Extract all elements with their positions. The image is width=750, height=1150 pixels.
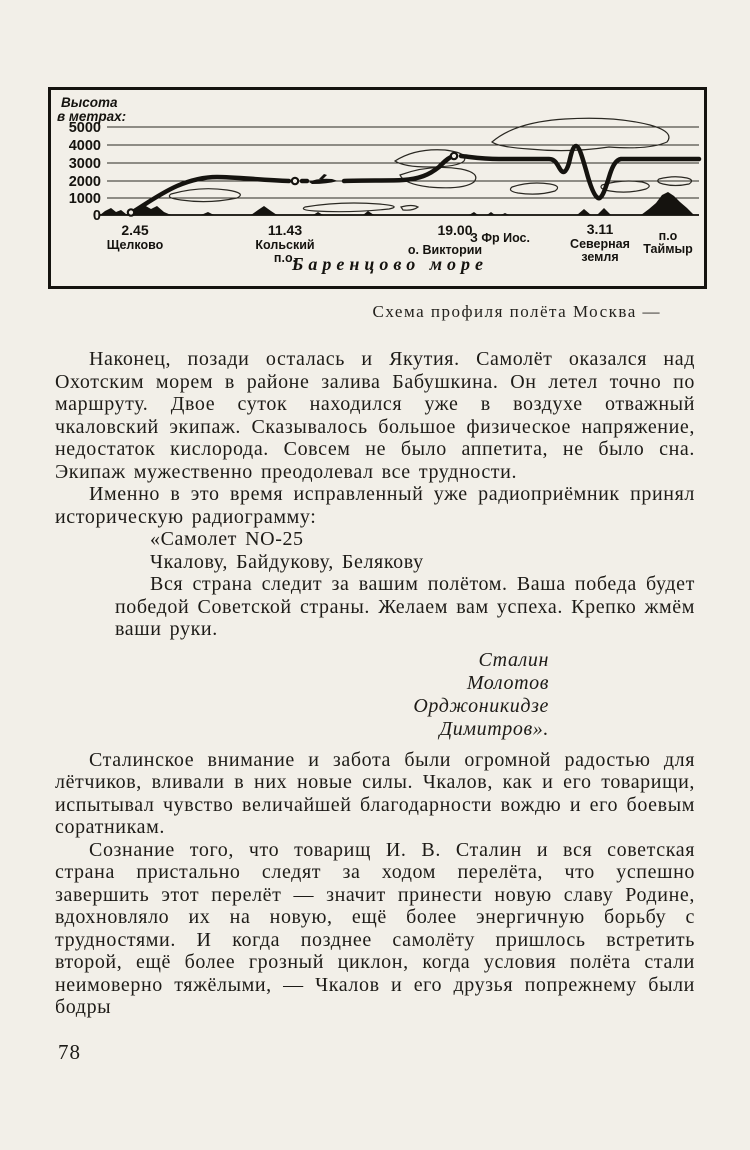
y-tick-1000: 1000 xyxy=(68,191,101,207)
place-taimyr-line2: Таймыр xyxy=(643,242,693,256)
y-tick-labels xyxy=(69,120,101,224)
place-shchelkovo: Щелково xyxy=(106,238,164,252)
paragraph-consciousness: Сознание того, что товарищ И. В. Сталин и вся советская страна пристально следят за ходом перелёта, что успешно завершить этот перелёт — значит принести новую славу Родине, вдохновляло их на новую, ещё более энергичную борьбу с трудностями. И когда позднее самолёту пришлось встретить второй, ещё более грозный циклон, когда условия полёта стали неимоверно тяжёлыми, — Чкалов и его друзья попрежнему были бодры xyxy=(55,838,695,1018)
telegram-line-plane: «Самолет NO-25 xyxy=(150,528,304,550)
y-tick-0: 0 xyxy=(92,208,101,224)
time-shchelkovo: 2.45 xyxy=(121,222,149,238)
terrain-silhouette xyxy=(100,192,694,215)
signature-stalin: Сталин xyxy=(478,648,549,671)
paragraph-stalin-attention: Сталинское внимание и забота были огромной радостью для лётчиков, вливали в них новые силы. Чкалов, как и его товарищи, испытывал чувство величайшей благодарности вождю и его боевым соратникам. xyxy=(55,748,695,838)
signature-dimitrov: Димитров». xyxy=(439,717,549,740)
flight-profile-chart xyxy=(51,90,704,286)
y-axis-title-line2: в метрах: xyxy=(57,109,127,124)
page-number: 78 xyxy=(58,1040,81,1064)
place-franz-josef: З Фр Иос. xyxy=(470,231,530,245)
paragraph-yakutia: Наконец, позади осталась и Якутия. Самолёт оказался над Охотским морем в районе залива Бабушкина. Он летел точно по маршруту. Двое суток находился уже в воздухе отважный чкаловский экипаж. Сказывалось большое физическое напряжение, недостаток кислорода. Совсем не было аппетита, не было сна. Экипаж мужественно преодолевал все трудности. xyxy=(55,348,695,483)
time-kolsky: 11.43 xyxy=(267,222,303,238)
time-victoria: 19.00 xyxy=(437,222,473,238)
signature-molotov: Молотов xyxy=(466,671,549,694)
place-taimyr-line1: п.о xyxy=(658,229,678,243)
telegram-line-addressees: Чкалову, Байдукову, Белякову xyxy=(150,550,424,573)
y-axis-title-line1: Высота xyxy=(61,95,118,110)
place-severnaya-line2: земля xyxy=(581,250,619,264)
airplane-icon xyxy=(309,174,338,184)
telegram-body: Вся страна следит за вашим полётом. Ваша победа будет победой Советской страны. Желаем вам успеха. Крепко жмём ваши руки. xyxy=(115,573,695,640)
y-tick-3000: 3000 xyxy=(68,156,101,172)
place-severnaya-line1: Северная xyxy=(570,237,630,251)
paragraph-radiogram-intro: Именно в это время исправленный уже радиоприёмник принял историческую радиограмму: xyxy=(55,483,695,528)
sea-label: Баренцово море xyxy=(291,254,489,274)
x-axis-labels xyxy=(107,221,693,274)
time-severnaya: 3.11 xyxy=(586,221,614,237)
flight-path xyxy=(131,146,699,213)
y-tick-4000: 4000 xyxy=(68,138,101,154)
figure-caption: Схема профиля полёта Москва — xyxy=(372,302,661,321)
y-tick-2000: 2000 xyxy=(68,174,101,190)
flight-profile-figure xyxy=(48,87,707,289)
telegram-signatures xyxy=(55,649,695,741)
place-kolsky-line1: Кольский xyxy=(255,238,315,252)
place-victoria: о. Виктории xyxy=(407,243,483,257)
y-tick-5000: 5000 xyxy=(68,120,101,136)
body-text xyxy=(55,348,695,1019)
signature-ordzhonikidze: Орджоникидзе xyxy=(413,694,549,717)
place-kolsky-line2: п.о. xyxy=(273,251,297,265)
